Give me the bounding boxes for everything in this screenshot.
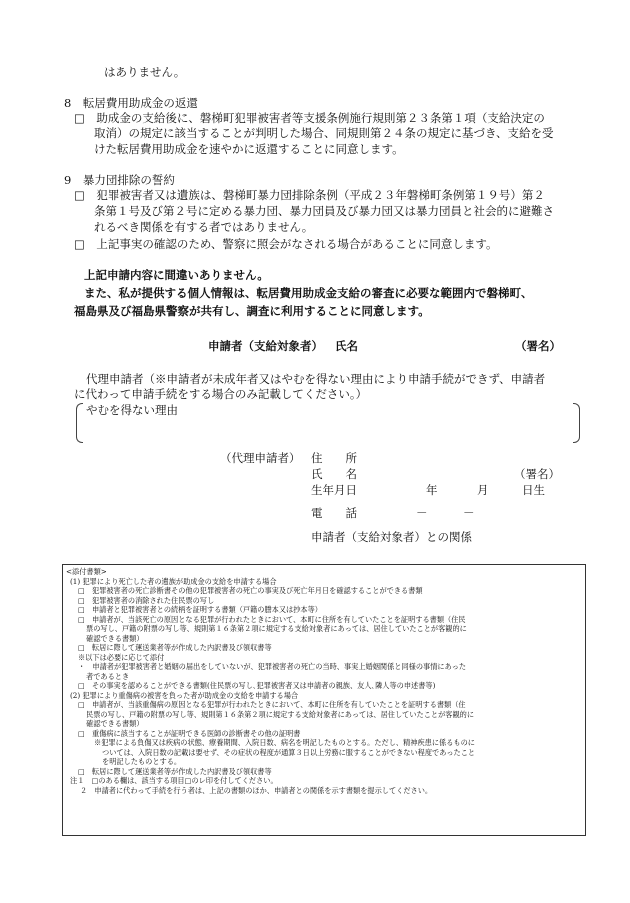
left-bracket bbox=[76, 403, 83, 443]
attachment-line: 確認できる書類） bbox=[86, 719, 144, 728]
attachment-line: を明記したものとする。 bbox=[102, 757, 182, 766]
police-inquiry-consent[interactable]: □ 上記事実の確認のため、警察に照会がなされる場合があることに同意します。 bbox=[74, 237, 498, 251]
attachment-note: 注１ □のある欄は、該当する項目□のレ印を付してください。 bbox=[70, 776, 278, 785]
agent-dob-label: 生年月日 bbox=[311, 483, 357, 497]
continued-text: はありません。 bbox=[104, 65, 186, 79]
attachment-line: □ 申請者と犯罪被害者との続柄を証明する書類（戸籍の謄本又は抄本等） bbox=[78, 605, 322, 614]
attachment-note: ２ 申請者に代わって手続を行う者は、上記の書類のほか、申請者との関係を示す書類を提示してください。 bbox=[80, 785, 433, 795]
consent-return-line: 取消）の規定に該当することが判明した場合、同規則第２４条の規定に基づき、支給を受 bbox=[94, 126, 554, 140]
attachment-line: □ 重傷病に該当することが証明できる医師の診断書その他の証明書 bbox=[78, 728, 301, 738]
agent-phone-label: 電 話 bbox=[311, 506, 357, 520]
attachment-line: □ 犯罪被害者の死亡診断書その他の犯罪被害者の死亡の事実及び死亡年月日を確認することができる書類 bbox=[78, 586, 423, 595]
right-bracket bbox=[573, 403, 580, 443]
agent-note-line: に代わって申請手続をする場合のみ記載してください。） bbox=[74, 387, 368, 401]
consent-return-line: けた転居費用助成金を速やかに返還することに同意します。 bbox=[94, 142, 404, 156]
applicant-name-label: 氏名 bbox=[335, 339, 358, 353]
attachment-line: ついては、入院日数の記載は要せず、その症状の程度が通算３日以上労務に服することができない程度であったこと bbox=[102, 747, 476, 757]
attachment-line: □ 転居に際して運送業者等が作成した内訳書及び領収書等 bbox=[78, 766, 272, 776]
agent-note-line: 代理申請者（※申請者が未成年者又はやむを得ない理由により申請手続ができず、申請者 bbox=[86, 372, 546, 386]
pledge-line[interactable]: □ 犯罪被害者又は遺族は、磐梯町暴力団排除条例（平成２３年磐梯町条例第１９号）第２ bbox=[74, 188, 545, 202]
phone-separator: － bbox=[416, 506, 428, 520]
dob-year-label: 年 bbox=[426, 483, 438, 497]
applicant-signature-label: （署名） bbox=[515, 339, 561, 353]
attachment-line: 確認できる書類） bbox=[86, 633, 144, 643]
attachment-line: □ 転居に際して運送業者等が作成した内訳書及び領収書等 bbox=[78, 643, 272, 652]
attachment-line: ・ 申請者が犯罪被害者と婚姻の届出をしていないが、犯罪被害者の死亡の当時、事実上婚姻関係と同様の事情にあった bbox=[78, 662, 467, 671]
attachment-line: (2) 犯罪により重傷病の被害を負った者が助成金の支給を申請する場合 bbox=[70, 690, 299, 700]
agent-signature-label: （署名） bbox=[514, 467, 560, 481]
agent-label: （代理申請者） bbox=[220, 451, 301, 465]
attachment-line: ※以下は必要に応じて添付 bbox=[78, 652, 165, 662]
applicant-label: 申請者（支給対象者） bbox=[208, 339, 323, 353]
pledge-line: 条第１号及び第２号に定める暴力団、暴力団員及び暴力団又は暴力団員と社会的に避難さ bbox=[94, 204, 554, 218]
agent-address-label: 住 所 bbox=[311, 451, 357, 465]
agent-name-label: 氏 名 bbox=[311, 467, 357, 481]
attachment-line: □ その事実を認めることができる書類(住民票の写し､犯罪被害者又は申請者の親族、友人､隣人等の申述書等) bbox=[78, 681, 436, 690]
section-8-heading: 8 転居費用助成金の返還 bbox=[64, 96, 198, 110]
attachment-line: 票の写し、戸籍の附票の写し等、規則第１６条第２項に規定する支給対象者にあっては、居住していたことが客観的に bbox=[86, 624, 467, 633]
pledge-line: れるべき関係を有する者ではありません。 bbox=[94, 220, 314, 234]
dob-day-label: 日生 bbox=[522, 483, 545, 497]
declaration-line: 福島県及び福島県警察が共有し、調査に利用することに同意します。 bbox=[74, 304, 430, 318]
attachments-title: <添付書類> bbox=[66, 567, 107, 576]
declaration-line: 上記申請内容に間違いありません。 bbox=[84, 268, 269, 282]
attachment-line: ※犯罪による負傷又は疾病の状態、療養期間、入院日数、病名を明記したものとする。ただし、精神疾患に係るものに bbox=[94, 738, 475, 747]
attachment-line: (1) 犯罪により死亡した者の遺族が助成金の支給を申請する場合 bbox=[70, 576, 277, 586]
section-9-heading: 9 暴力団排除の誓約 bbox=[64, 173, 175, 187]
dob-month-label: 月 bbox=[477, 483, 489, 497]
phone-separator: － bbox=[463, 506, 475, 520]
attachment-line: 者であるとき bbox=[86, 671, 130, 681]
consent-return-line[interactable]: □ 助成金の支給後に、磐梯町犯罪被害者等支援条例施行規則第２３条第１項（支給決定の bbox=[74, 111, 545, 125]
declaration-line: また、私が提供する個人情報は、転居費用助成金支給の審査に必要な範囲内で磐梯町、 bbox=[84, 286, 533, 300]
agent-relation-label: 申請者（支給対象者）との関係 bbox=[311, 530, 472, 544]
attachment-line: 民票の写し、戸籍の附票の写し等、規則第１６条第２項に規定する支給対象者にあっては、居住していたことが客観的に bbox=[86, 709, 475, 719]
unavoidable-reason-label: やむを得ない理由 bbox=[86, 403, 178, 417]
attachment-line: □ 犯罪被害者の消除された住民票の写し bbox=[78, 595, 215, 605]
attachment-line: □ 申請者が、当該重傷病の原因となる犯罪が行われたときにおいて、本町に住所を有していたことを証明する書類（住 bbox=[78, 700, 466, 709]
attachment-line: □ 申請者が、当該死亡の原因となる犯罪が行われたときにおいて、本町に住所を有していたことを証明する書類（住民 bbox=[78, 614, 466, 624]
